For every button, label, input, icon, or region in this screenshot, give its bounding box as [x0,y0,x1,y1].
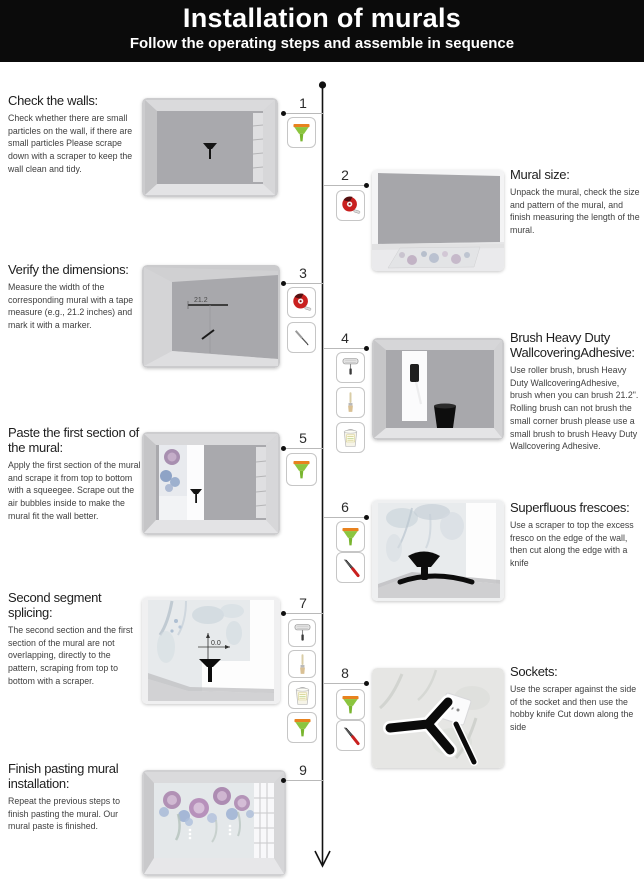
step-description: Measure the width of the corresponding mural with a tape measure (e.g., 21.2 inches) and mark it with a marker. [8,281,134,331]
step-description: Unpack the mural, check the size and pattern of the mural, and finish measuring the length of the mural. [510,186,640,236]
connector-dot [364,681,369,686]
step-6-connector [323,499,367,518]
step-3-connector [283,265,323,284]
step-description: Use a scraper to top the excess fresco on the edge of the wall, then cut along the edge with a knife [510,519,634,569]
step-2-text [510,168,640,237]
step-title: Finish pasting mural installation: [8,761,119,791]
step-description: The second section and the first section of the mural are not overlapping, directly to the pattern, scraping from top to bottom with a scraper. [8,624,133,686]
connector-dot [281,281,286,286]
step-title: Paste the first section of the mural: [8,425,139,455]
header-banner [0,0,644,62]
marker-icon [287,322,316,353]
scraper-icon [336,689,365,720]
step-description: Apply the first section of the mural and scrape it from top to bottom with a squeegee. Scrape out the air bubbles inside to make the mural fit the wall better. [8,459,141,521]
step-title: Check the walls: [8,93,98,108]
connector-dot [281,778,286,783]
step-5-illustration [142,432,280,535]
bucket-silhouette [434,404,456,429]
step-8-illustration [372,668,504,768]
window [254,783,274,858]
scraper-icon [336,521,365,552]
small-brush-icon [336,387,365,418]
step-4-connector [323,330,367,349]
step-number: 3 [299,265,307,281]
step-3-text [8,263,141,332]
step-title: Brush Heavy Duty WallcoveringAdhesive: [510,330,635,360]
roller-brush-icon [336,352,365,383]
step-number: 7 [299,595,307,611]
step-6-illustration [372,500,504,601]
step-7-connector [283,595,323,614]
step-7-illustration [142,597,280,704]
step-5-connector [283,430,323,449]
step-1-connector [283,95,323,114]
scraper-icon [286,453,317,486]
knife-icon [336,552,365,583]
step-9-text [8,762,142,833]
scraper-icon [287,712,317,743]
roller-brush-icon [288,619,316,647]
timeline-start-dot [319,81,326,88]
step-5-text [8,426,141,523]
step-1-text [8,94,141,176]
scraper-icon [287,117,316,148]
step-2-connector [323,167,367,186]
step-4-text [510,331,642,453]
step-number: 4 [341,330,349,346]
connector-dot [281,611,286,616]
small-brush-icon [288,650,316,678]
step-7-text [8,591,142,688]
adhesive-strip [402,351,427,421]
step-3-illustration [142,265,280,368]
connector-dot [281,446,286,451]
page-subtitle: Follow the operating steps and assemble in sequence [129,35,515,52]
step-description: Check whether there are small particles on the wall, if there are small particles Please scrape down with a scraper to keep the wall clean and tidy. [8,112,133,174]
step-number: 1 [299,95,307,111]
step-8-text [510,665,642,734]
adhesive-bucket-icon [288,681,316,709]
step-title: Superfluous frescoes: [510,500,630,515]
step-description: Repeat the previous steps to finish pasting the mural. Our mural paste is finished. [8,795,120,832]
step-description: Use roller brush, brush Heavy Duty WallcoveringAdhesive, brush when you can brush 21.2". Rolling brush can not brush the small corner brush please use a small brush to brush Heavy Duty Wallcovering Adhesive. [510,364,639,452]
step-8-connector [323,665,367,684]
tape-measure-icon [336,190,365,221]
step-6-text [510,501,640,570]
svg-text:0.0: 0.0 [211,640,221,647]
svg-text:21.2: 21.2 [194,297,208,304]
step-4-illustration [372,338,504,440]
adhesive-bucket-icon [336,422,365,453]
rolled-mural-on-floor [388,247,480,268]
step-1-illustration [142,98,278,197]
connector-dot [364,346,369,351]
step-number: 6 [341,499,349,515]
step-9-illustration [142,770,286,876]
step-number: 9 [299,762,307,778]
step-number: 2 [341,167,349,183]
knife-icon [336,720,365,751]
step-2-illustration [372,170,504,271]
step-9-connector [283,762,323,781]
step-title: Verify the dimensions: [8,262,129,277]
page-title: Installation of murals [182,3,462,33]
step-description: Use the scraper against the side of the socket and then use the hobby knife Cut down along the side [510,683,637,733]
step-title: Second segment splicing: [8,590,102,620]
tape-measure-icon [287,287,316,318]
step-number: 5 [299,430,307,446]
connector-dot [364,183,369,188]
step-title: Sockets: [510,664,558,679]
first-mural-strip [159,445,187,520]
connector-dot [281,111,286,116]
step-title: Mural size: [510,167,570,182]
step-number: 8 [341,665,349,681]
connector-dot [364,515,369,520]
